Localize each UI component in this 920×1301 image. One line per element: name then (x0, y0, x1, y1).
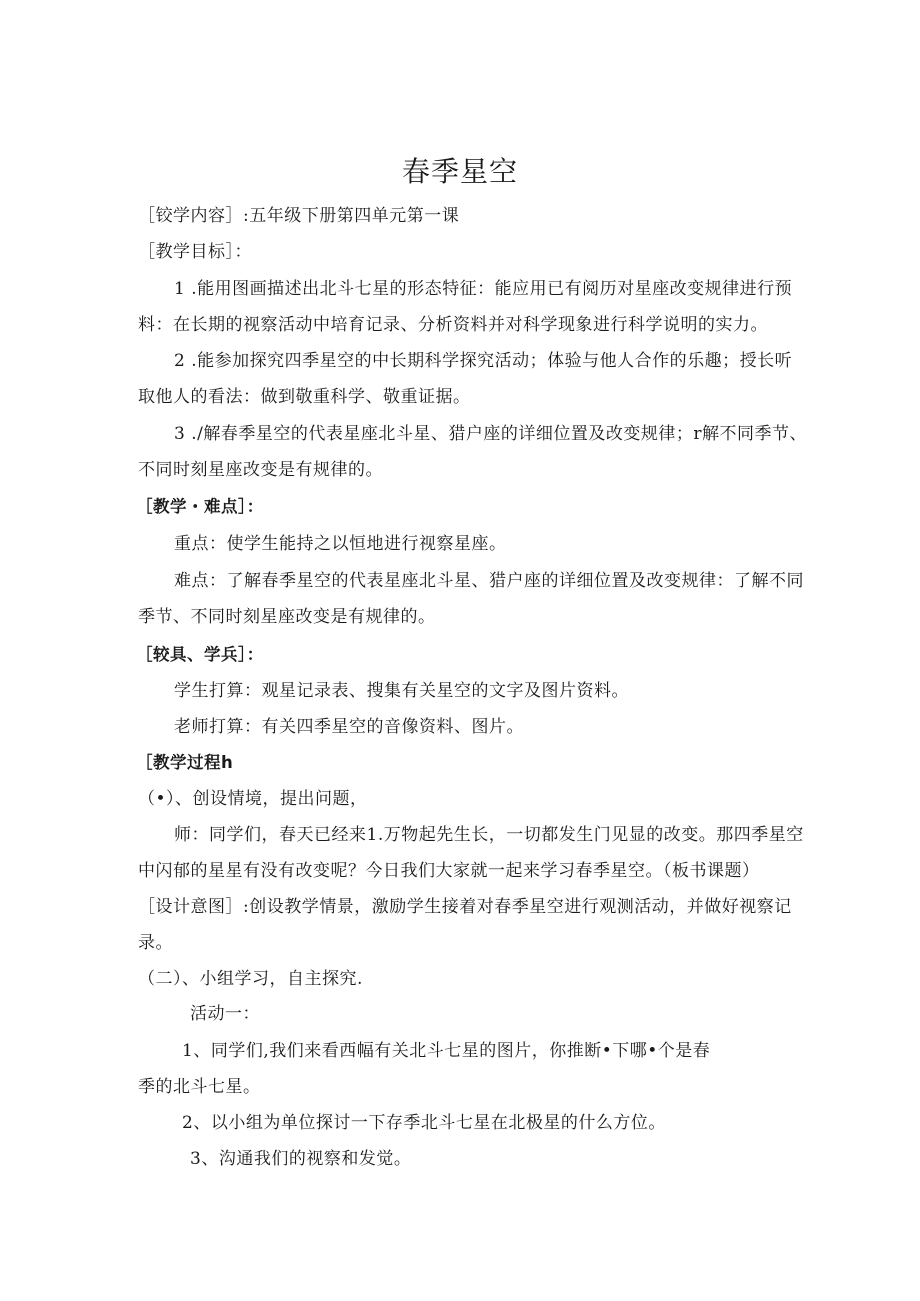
line-goal-2a: 2 .能参加探究四季星空的中长期科学探究活动；体验与他人合作的乐趣；授长听 (174, 351, 793, 371)
line-section-1: （•）、创设情境，提出问题， (138, 789, 368, 809)
line-design-intent-b: 录。 (138, 933, 173, 953)
line-teacher-speech-a: 师：同学们，春天已经来1.万物起先生长，一切都发生门见显的改变。那四季星空 (174, 825, 804, 845)
line-step-1b: 季的北斗七星。 (138, 1077, 261, 1097)
line-goal-3a: 3 ./解春季星空的代表星座北斗星、猎户座的详细位置及改变规律；r解不同季节、 (174, 424, 807, 444)
line-goal-1a: 1 .能用图画描述出北斗七星的形态特征：能应用已有阅历对星座改变规律进行预 (174, 279, 793, 299)
line-goal-3b: 不同时刻星座改变是有规律的。 (138, 460, 383, 480)
line-key-point: 重点：使学生能持之以恒地进行视察星座。 (174, 534, 507, 554)
heading-key-points: ［教学・难点］： (136, 497, 264, 516)
line-step-3: 3、沟通我们的视察和发觉。 (190, 1149, 412, 1169)
line-student-prep: 学生打算：观星记录表、搜集有关星空的文字及图片资料。 (174, 681, 629, 701)
line-teacher-prep: 老师打算：有关四季星空的音像资料、图片。 (174, 717, 524, 737)
line-design-intent-a: ［设计意图］:创设教学情景，激励学生接着对春季星空进行观测活动，并做好视察记 (138, 897, 792, 917)
line-activity-1: 活动一： (190, 1004, 260, 1024)
document-title: 春季星空 (401, 155, 518, 188)
line-goal-1b: 料：在长期的视察活动中培育记录、分析资料并对科学现象进行科学说明的实力。 (138, 315, 768, 335)
line-difficulty-b: 季节、不同时刻星座改变是有规律的。 (138, 607, 436, 627)
line-teaching-goals-heading: ［教学目标］： (138, 242, 252, 262)
line-teaching-content: ［铰学内容］:五年级下册第四单元第一课 (138, 206, 460, 226)
heading-teaching-process: ［教学过程h (136, 753, 234, 772)
line-section-2: （二）、小组学习，自主探究. (138, 969, 363, 989)
line-teacher-speech-b: 中闪郁的星星有没有改变呢？今日我们大家就一起来学习春季星空。（板书课题） (138, 861, 760, 881)
heading-materials: ［较具、学兵］： (136, 645, 264, 664)
line-goal-2b: 取他人的看法：做到敬重科学、敬重证据。 (138, 387, 471, 407)
line-step-1a: 1、同学们,我们来看西幅有关北斗七星的图片，你推断•下哪•个是春 (182, 1041, 711, 1061)
line-step-2: 2、以小组为单位探讨一下存季北斗七星在北极星的什么方位。 (182, 1113, 666, 1133)
line-difficulty-a: 难点：了解春季星空的代表星座北斗星、猎户座的详细位置及改变规律：了解不同 (174, 571, 804, 591)
